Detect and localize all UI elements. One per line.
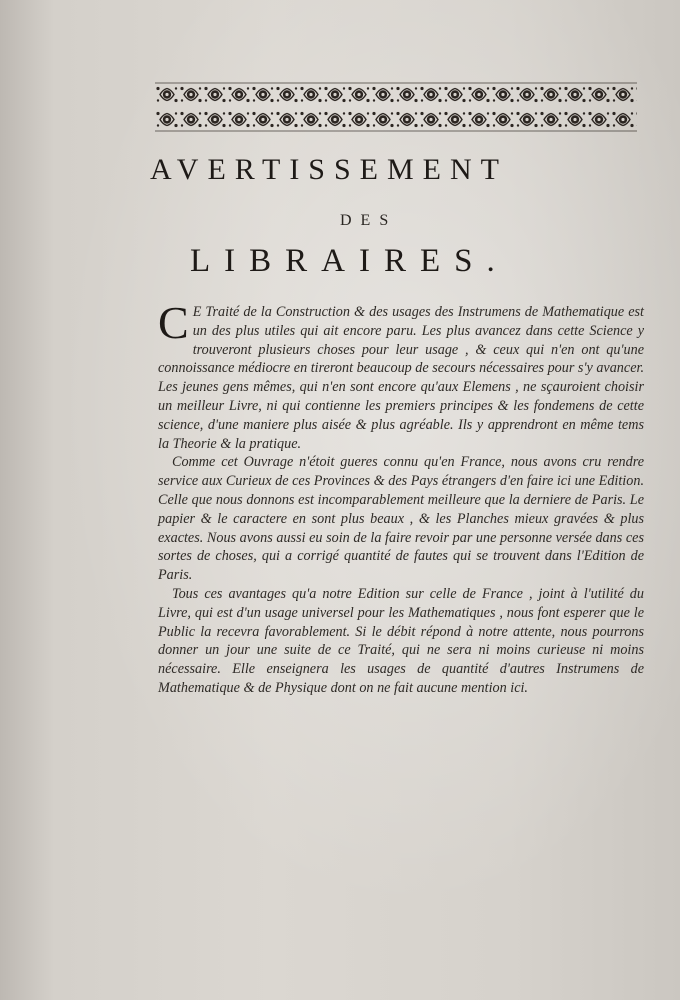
paragraph: Comme cet Ouvrage n'étoit gueres connu qu'en France, nous avons cru rendre service aux Curieux de ces Provinces & des Pays étrangers d'en faire ici une Edition. Celle que nous donnons est incomparablement meilleure que la derniere de Paris. Le papier & le caractere en sont plus beaux , & les Planches mieux gravées & plus exactes. Nous avons aussi eu soin de la faire revoir par une personne versée dans ces sortes de choses, qui a corrigé quantité de fautes qui se trouvent dans l'Edition de Paris. (158, 454, 644, 584)
floral-band-ornament-icon (155, 82, 637, 132)
paragraph-text: E Traité de la Construction & des usages des Instrumens de Mathematique est un des plus utiles qui ait encore paru. Les plus avancez dans cette Science y trouveront plusieurs choses pour leur usage , & ceux qui n'en ont qu'une connoissance médiocre en tireront beaucoup de secours nécessaires pour s'y avancer. Les jeunes gens mêmes, qui n'en sont encore qu'aux Elemens , ne sçauroient choisir un meilleur Livre, ni qui contienne les premiers principes & les fondemens de cette science, d'une maniere plus aisée & plus agréable. Ils y apprendront en même tems la Theorie & la pratique. (158, 304, 644, 452)
title-connector: DES (340, 212, 398, 229)
drop-cap: C (158, 297, 189, 348)
paragraph: Tous ces avantages qu'a notre Edition sur celle de France , joint à l'utilité du Livre, qui est d'un usage universel pour les Mathematiques , nous font esperer que le Public la recevra favorablement. Si le débit répond à notre attente, nous pourrons donner un jour une suite de ce Traité, qui ne sera ni moins curieuse ni moins nécessaire. Elle enseignera les usages de quantité d'autres Instrumens de Mathematique & de Physique dont on ne fait aucune mention ici. (158, 585, 644, 696)
body-text (158, 297, 644, 698)
page-title: AVERTISSEMENT (150, 153, 508, 186)
title-subject: LIBRAIRES. (190, 243, 509, 279)
paragraph (158, 297, 644, 453)
